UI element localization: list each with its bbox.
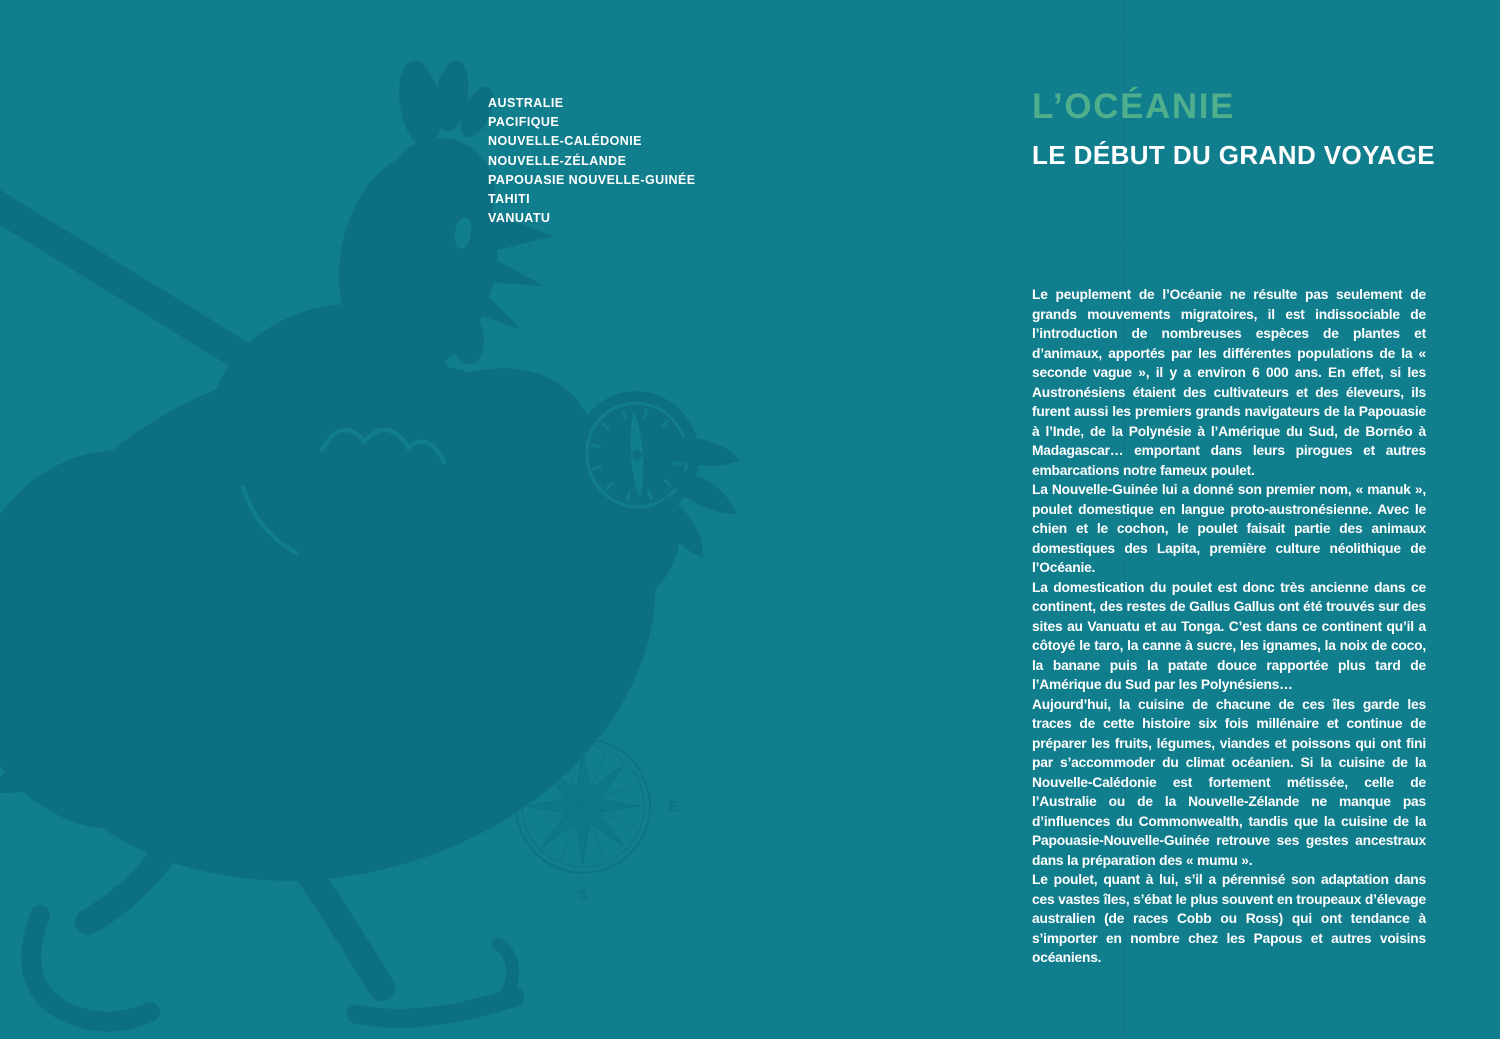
region-item: NOUVELLE-CALÉDONIE: [488, 134, 642, 149]
region-item: PAPOUASIE NOUVELLE-GUINÉE: [488, 172, 696, 187]
region-item: TAHITI: [488, 192, 531, 207]
chapter-subtitle: LE DÉBUT DU GRAND VOYAGE: [1032, 140, 1436, 170]
article-paragraph: La Nouvelle-Guinée lui a donné son premier nom, « manuk », poulet domestique en langue proto-austronésienne. Avec le chien et le cochon, le poulet faisait partie des animaux domestiques des Lapita, première culture néolithique de l’Océanie.: [1032, 482, 1426, 575]
chapter-title: L’OCÉANIE: [1032, 87, 1236, 126]
region-index-list: [488, 94, 696, 228]
article-paragraph: Le peuplement de l’Océanie ne résulte pas seulement de grands mouvements migratoires, il est indissociable de l’introduction de nombreuses espèces de plantes et d’animaux, apportés par les différentes populations de la « seconde vague », il y a environ 6 000 ans. En effet, si les Austronésiens étaient des cultivateurs et des éleveurs, ils furent aussi les premiers grands navigateurs de la Papouasie à l’Inde, de la Polynésie à l’Amérique du Sud, de Bornéo à Madagascar… emportant dans leurs pirogues et autres embarcations notre fameux poulet.: [1032, 287, 1426, 478]
region-item: VANUATU: [488, 211, 551, 226]
compass-rose-label-east: E: [668, 798, 678, 814]
article-paragraph: Le poulet, quant à lui, s’il a pérennisé son adaptation dans ces vastes îles, s’ébat le plus souvent en troupeaux d’élevage australien (de races Cobb ou Ross) qui ont tendance à s’importer en nombre chez les Papous et autres voisins océaniens.: [1032, 872, 1426, 965]
region-item: PACIFIQUE: [488, 115, 560, 130]
article-paragraph: La domestication du poulet est donc très ancienne dans ce continent, des restes de Gallus Gallus ont été trouvés sur des sites au Vanuatu et au Tonga. C’est dans ce continent qu’il a côtoyé le taro, la canne à sucre, les ignames, la noix de coco, la banane puis la patate douce rapportée plus tard de l’Amérique du Sud par les Polynésiens…: [1032, 579, 1426, 692]
region-item: NOUVELLE-ZÉLANDE: [488, 153, 627, 168]
region-item: AUSTRALIE: [488, 96, 564, 110]
article-text: [1032, 285, 1426, 968]
article-paragraph: Aujourd’hui, la cuisine de chacune de ces îles garde les traces de cette histoire six fois millénaire et continue de préparer les fruits, légumes, viandes et poissons qui ont fini par s’accommoder du climat océanien. Si la cuisine de la Nouvelle-Calédonie est fortement métissée, celle de l’Australie ou de la Nouvelle-Zélande ne manque pas d’influences du Commonwealth, tandis que la cuisine de la Papouasie-Nouvelle-Guinée retrouve ses gestes ancestraux dans la préparation des « mumu ».: [1032, 696, 1426, 868]
chapter-header: [1032, 88, 1452, 170]
compass-rose-label-south: S: [578, 886, 588, 902]
